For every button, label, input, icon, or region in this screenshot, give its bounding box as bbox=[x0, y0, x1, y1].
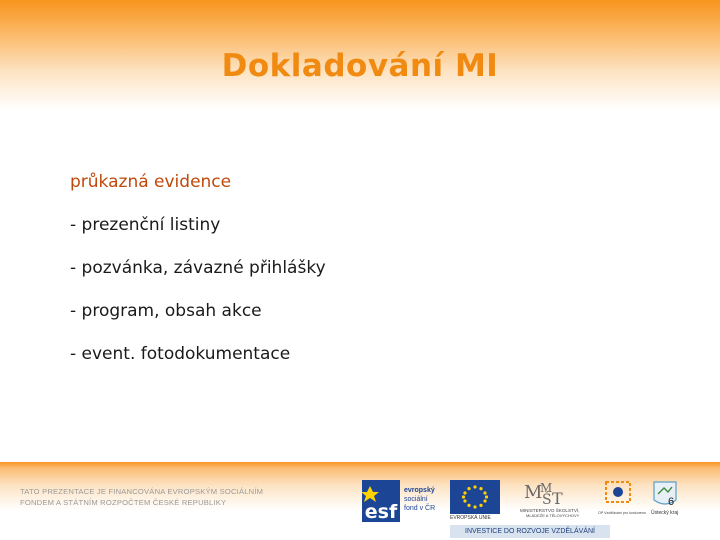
funding-notice bbox=[20, 486, 263, 508]
msmt-caption: MLÁDEŽE A TĚLOVÝCHOVY bbox=[526, 513, 580, 518]
bullet-item: - event. fotodokumentace bbox=[70, 344, 291, 364]
op-caption: OP Vzdělávání pro konkurenc bbox=[598, 511, 646, 515]
msmt-caption: MINISTERSTVO ŠKOLSTVÍ, bbox=[520, 508, 580, 513]
kraj-caption: Ústecký kraj bbox=[651, 510, 679, 516]
esf-logo bbox=[362, 480, 446, 522]
esf-wordmark: esf bbox=[364, 501, 398, 522]
investment-slogan: INVESTICE DO ROZVOJE VZDĚLÁVÁNÍ bbox=[450, 525, 610, 538]
section-heading: průkazná evidence bbox=[70, 172, 232, 192]
slide-body bbox=[70, 168, 326, 368]
svg-text:M: M bbox=[524, 482, 543, 503]
bullet-item: - prezenční listiny bbox=[70, 215, 221, 235]
funding-line: FONDEM A STÁTNÍM ROZPOČTEM ČESKÉ REPUBLIKY bbox=[20, 498, 227, 507]
eu-flag-logo bbox=[450, 480, 500, 514]
esf-caption: sociální bbox=[404, 496, 428, 503]
eu-caption: EVROPSKÁ UNIE bbox=[450, 515, 491, 521]
esf-caption: fond v ČR bbox=[404, 505, 436, 512]
funding-line: TATO PREZENTACE JE FINANCOVÁNA EVROPSKÝM SOCIÁLNÍM bbox=[20, 487, 264, 496]
svg-text:Š: Š bbox=[542, 492, 552, 508]
bullet-item: - program, obsah akce bbox=[70, 301, 262, 321]
slide-title: Dokladování MI bbox=[221, 48, 499, 84]
slide-number: 6 bbox=[668, 496, 675, 508]
bullet-item: - pozvánka, závazné přihlášky bbox=[70, 258, 326, 278]
msmt-logo bbox=[520, 478, 595, 520]
svg-text:T: T bbox=[552, 489, 563, 508]
op-vk-logo bbox=[598, 478, 646, 520]
svg-text:M: M bbox=[540, 481, 553, 495]
esf-caption: evropský bbox=[404, 487, 435, 494]
